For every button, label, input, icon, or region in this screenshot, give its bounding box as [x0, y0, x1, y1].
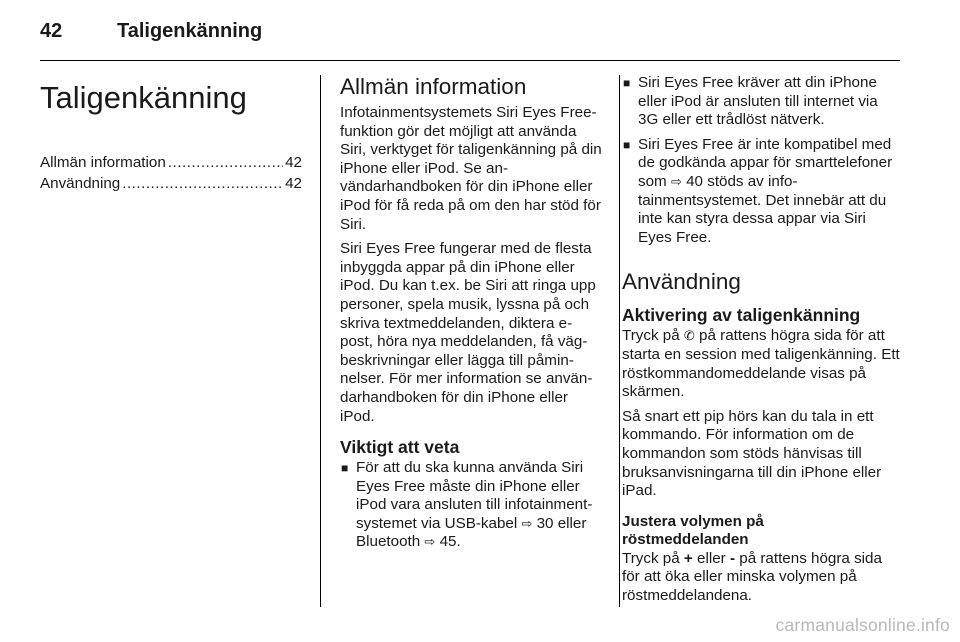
general-info-column — [340, 74, 602, 558]
body-text: på rattens högra sida för att öka eller minska volymen på röstmeddelandena. — [622, 549, 882, 605]
page-number: 42 — [40, 20, 63, 42]
general-paragraph-1: Infotainmentsystemets Siri Eyes Free-funktion gör det möjligt att använda Siri, verktyget för taligenkänning på din iPhone eller iPod. Se användarhandboken för din iPhone eller iPod för få reda på om den har stöd för Siri. — [340, 104, 602, 233]
bullet-icon: ■ — [341, 461, 349, 476]
body-text: eller — [697, 549, 726, 567]
body-text: på rattens högra sida för att starta en session med taligenkänning. Ett röstkommandomeddelande visas på skärmen. — [622, 327, 900, 401]
list-item — [340, 459, 602, 552]
cross-reference-page[interactable]: 40 — [686, 172, 703, 190]
subheading-activate: Aktivering av taligenkänning — [622, 305, 861, 326]
running-title: Taligenkänning — [117, 20, 263, 42]
body-text: Tryck på — [622, 327, 680, 345]
important-list — [340, 459, 602, 552]
voice-command-icon: ✆ — [683, 328, 695, 344]
bullet-text: Siri Eyes Free kräver att din iPhone eller iPod är ansluten till internet via 3G eller ett trådlöst nätverk. — [638, 74, 878, 129]
usage-column — [622, 74, 902, 612]
column-divider-2 — [619, 75, 620, 607]
cross-reference-page[interactable]: 30 — [536, 514, 554, 532]
toc-entry[interactable] — [40, 175, 302, 194]
general-paragraph-2: Siri Eyes Free fungerar med de flesta inbyggda appar på din iPhone eller iPod. Du kan t.ex. be Siri att ringa upp personer, spela musik, lyssna på och skriva textmeddelanden, diktera e-post, höra nya meddelanden, få vägbeskrivningar eller lägga till påminnelser. För mer information se användarhandboken för din iPhone eller iPod. — [340, 240, 596, 425]
cross-reference-arrow-icon: ⇨ — [670, 173, 682, 189]
cross-reference-arrow-icon: ⇨ — [424, 534, 436, 550]
table-of-contents — [40, 154, 302, 193]
toc-entry-page: 42 — [285, 154, 302, 171]
toc-entry[interactable] — [40, 154, 302, 173]
list-item — [622, 74, 902, 130]
bullet-text: eller Bluetooth — [356, 514, 587, 551]
minus-key: - — [729, 549, 736, 567]
column-divider-1 — [320, 75, 321, 607]
toc-leader — [122, 175, 283, 194]
bullet-icon: ■ — [623, 76, 631, 90]
section-heading-usage: Användning — [622, 269, 741, 295]
subheading-important: Viktigt att veta — [340, 437, 460, 458]
subheading-line: Justera volymen på — [622, 512, 764, 530]
body-text: Tryck på — [622, 549, 680, 567]
bullet-icon: ■ — [623, 137, 631, 152]
header-rule — [40, 60, 900, 61]
section-heading-general: Allmän information — [340, 74, 527, 99]
toc-entry-label: Användning — [40, 174, 121, 192]
subheading-volume — [622, 513, 902, 550]
subheading-line: röstmeddelanden — [622, 531, 749, 549]
toc-column — [40, 74, 302, 195]
bullet-text: stöds av infotainmentsystemet. Det innebär att du inte kan styra dessa appar via Siri Eyes Free. — [638, 172, 887, 246]
cross-reference-page[interactable]: 45 — [439, 533, 457, 551]
volume-paragraph — [622, 550, 902, 606]
requirements-list — [622, 74, 902, 247]
plus-key: + — [683, 549, 693, 567]
bullet-text: . — [456, 533, 461, 551]
activate-paragraph-2: Så snart ett pip hörs kan du tala in ett kommando. För information om de kommandon som stöds hänvisas till bruksanvisningarna till din iPhone eller iPad. — [622, 407, 882, 500]
bullet-text: Siri Eyes Free är inte kompatibel med de godkända appar för smarttelefoner som — [638, 135, 893, 190]
toc-entry-page: 42 — [285, 174, 302, 192]
toc-leader — [168, 154, 283, 173]
watermark: carmanualsonline.info — [775, 615, 950, 635]
chapter-title: Taligenkänning — [40, 80, 247, 115]
toc-entry-label: Allmän information — [40, 154, 166, 171]
list-item — [622, 136, 902, 248]
bullet-text: För att du ska kunna använda Siri Eyes Free måste din iPhone eller iPod vara ansluten till infotainmentsystemet via USB-kabel — [356, 459, 593, 532]
cross-reference-arrow-icon: ⇨ — [521, 515, 533, 531]
activate-paragraph-1 — [622, 327, 902, 401]
